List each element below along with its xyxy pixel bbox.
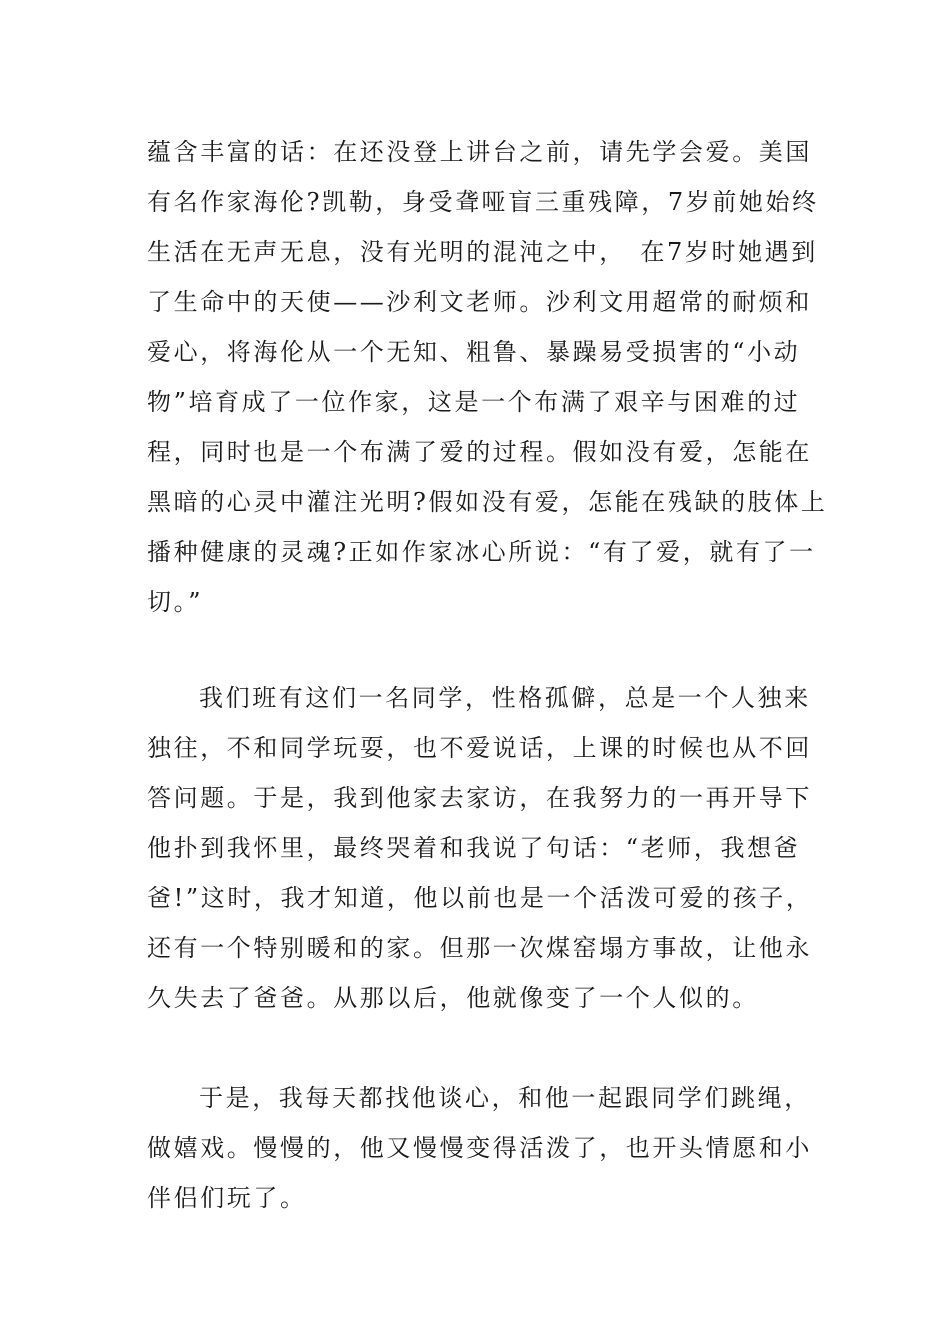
paragraph-line: 蕴含丰富的话：在还没登上讲台之前，请先学会爱。美国 xyxy=(147,138,812,166)
paragraph-line: 爸!”这时，我才知道，他以前也是一个活泼可爱的孩子， xyxy=(147,884,813,912)
paragraph-line: 播种健康的灵魂?正如作家冰心所说：“有了爱，就有了一 xyxy=(147,538,816,566)
paragraph-line: 久失去了爸爸。从那以后，他就像变了一个人似的。 xyxy=(147,984,759,1012)
paragraph-line: 黑暗的心灵中灌注光明?假如没有爱，怎能在残缺的肢体上 xyxy=(147,488,828,516)
paragraph-line: 他扑到我怀里，最终哭着和我说了句话：“老师，我想爸 xyxy=(147,834,801,862)
paragraph-line: 还有一个特别暖和的家。但那一次煤窑塌方事故，让他永 xyxy=(147,934,812,962)
paragraph-recovery xyxy=(147,1073,812,1223)
paragraph-line: 答问题。于是，我到他家去家访，在我努力的一再开导下 xyxy=(147,784,812,812)
paragraph-love-quote xyxy=(147,127,828,627)
paragraph-line: 独往，不和同学玩耍，也不爱说话，上课的时候也从不回 xyxy=(147,734,812,762)
paragraph-line: 切。” xyxy=(147,588,204,616)
paragraph-line: 有名作家海伦?凯勒，身受聋哑盲三重残障，7岁前她始终 xyxy=(147,188,819,216)
paragraph-line: 我们班有这们一名同学，性格孤僻，总是一个人独来 xyxy=(199,684,811,712)
paragraph-line: 于是，我每天都找他谈心，和他一起跟同学们跳绳， xyxy=(199,1084,811,1112)
paragraph-line: 伴侣们玩了。 xyxy=(147,1184,307,1212)
paragraph-line: 做嬉戏。慢慢的，他又慢慢变得活泼了，也开头情愿和小 xyxy=(147,1134,812,1162)
paragraph-line: 了生命中的天使——沙利文老师。沙利文用超常的耐烦和 xyxy=(147,288,812,316)
paragraph-line: 物”培育成了一位作家，这是一个布满了艰辛与困难的过 xyxy=(147,388,801,416)
paragraph-line: 爱心，将海伦从一个无知、粗鲁、暴躁易受损害的“小动 xyxy=(147,338,801,366)
paragraph-student-story xyxy=(147,673,813,1023)
paragraph-line: 程，同时也是一个布满了爱的过程。假如没有爱，怎能在 xyxy=(147,438,812,466)
paragraph-line: 生活在无声无息，没有光明的混沌之中， 在7岁时她遇到 xyxy=(147,238,818,266)
